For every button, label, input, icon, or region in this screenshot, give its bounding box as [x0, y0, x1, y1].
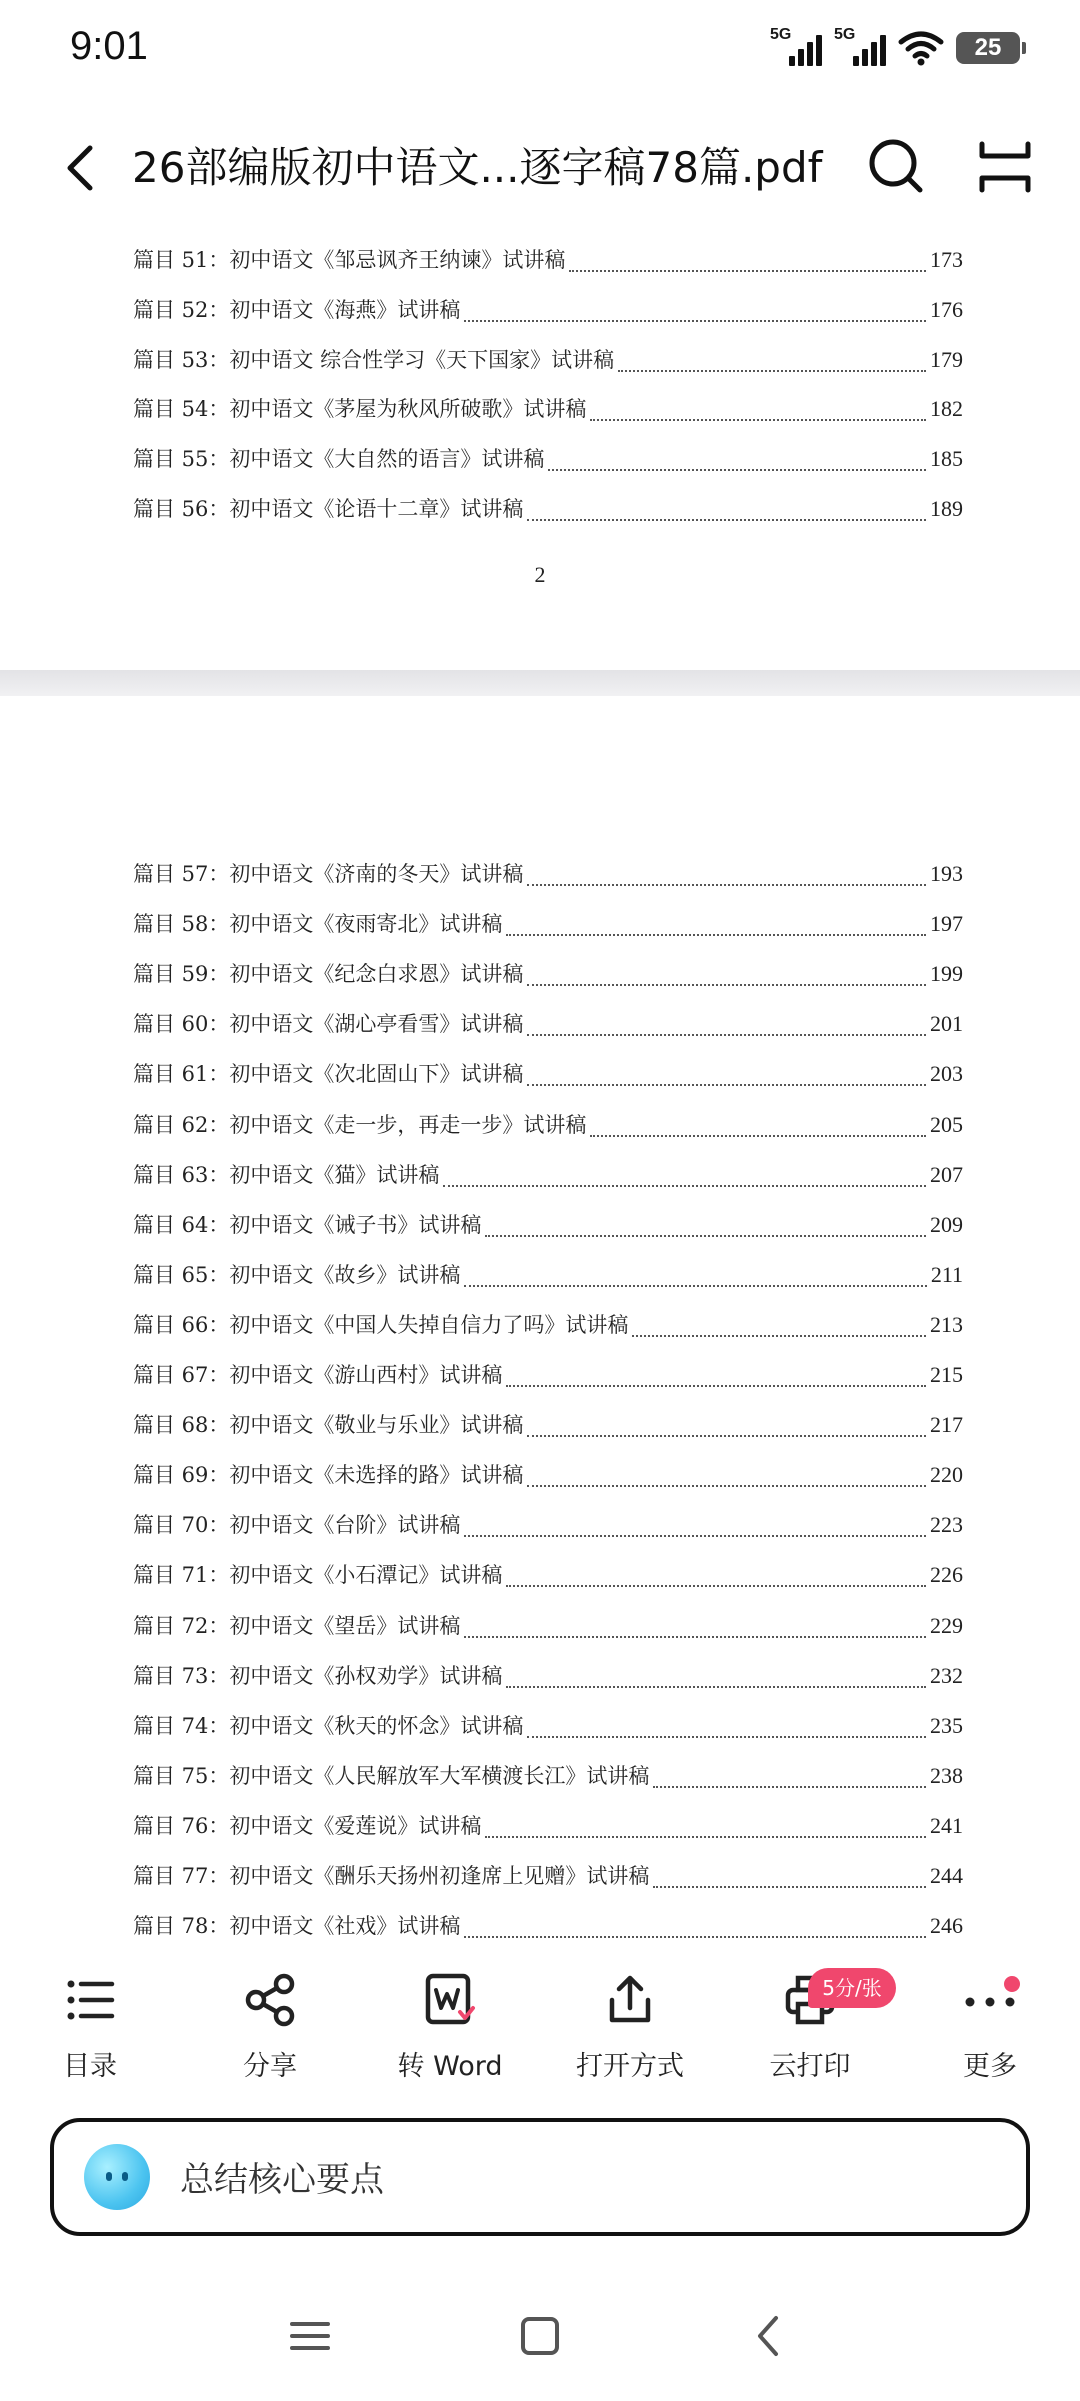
- menu-icon: [280, 2306, 340, 2366]
- toc-entry-page: 238: [930, 1762, 963, 1788]
- ai-summary-prompt[interactable]: [50, 2118, 1030, 2236]
- toc-entry-title: 篇目 58：初中语文《夜雨寄北》试讲稿: [133, 912, 503, 937]
- back-icon: [740, 2306, 800, 2366]
- toc-entry-page: 197: [930, 911, 963, 937]
- toc-entry[interactable]: [133, 1910, 963, 1950]
- toolbar-label: 打开方式: [576, 2051, 684, 2082]
- toc-leader-dots: [653, 1886, 926, 1888]
- toc-entry-title: 篇目 52：初中语文《海燕》试讲稿: [133, 297, 461, 322]
- toc-leader-dots: [569, 270, 926, 272]
- ai-prompt-text: 总结核心要点: [180, 2160, 384, 2200]
- list-icon: [62, 1972, 118, 2028]
- toc-entry-page: 223: [930, 1512, 963, 1538]
- toc-entry-title: 篇目 62：初中语文《走一步，再走一步》试讲稿: [133, 1112, 587, 1137]
- toc-entry-title: 篇目 63：初中语文《猫》试讲稿: [133, 1162, 440, 1187]
- toc-entry[interactable]: [133, 1860, 963, 1900]
- convert-word-button[interactable]: [380, 1972, 520, 2082]
- toc-entry[interactable]: [133, 1760, 963, 1800]
- pdf-page: [0, 230, 1080, 670]
- toc-entry-title: 篇目 74：初中语文《秋天的怀念》试讲稿: [133, 1713, 524, 1738]
- notification-dot: [1004, 1976, 1020, 1992]
- toolbar-label: 转 Word: [397, 2051, 503, 2082]
- toc-entry[interactable]: [133, 1559, 963, 1599]
- share-button[interactable]: [200, 1972, 340, 2082]
- toc-leader-dots: [632, 1335, 926, 1337]
- toc-leader-dots: [527, 1736, 926, 1738]
- status-icons: [770, 26, 1020, 70]
- toc-leader-dots: [443, 1185, 926, 1187]
- toc-entry-title: 篇目 65：初中语文《故乡》试讲稿: [133, 1262, 461, 1287]
- toc-entry-page: 185: [930, 446, 963, 472]
- toc-entry[interactable]: [133, 858, 963, 898]
- toc-leader-dots: [464, 1535, 926, 1537]
- toc-entry-title: 篇目 51：初中语文《邹忌讽齐王纳谏》试讲稿: [133, 248, 566, 272]
- toc-entry[interactable]: [133, 1058, 963, 1098]
- toolbar-label: 云打印: [769, 2051, 851, 2082]
- wifi-icon: [898, 30, 944, 66]
- signal-5g-icon: [834, 28, 886, 68]
- nav-back-button[interactable]: [740, 2306, 800, 2366]
- toc-entry[interactable]: [133, 908, 963, 948]
- word-convert-icon: [422, 1972, 478, 2028]
- toc-entry-title: 篇目 57：初中语文《济南的冬天》试讲稿: [133, 862, 524, 886]
- toc-entry-page: 211: [930, 1261, 963, 1287]
- toc-entry-page: 189: [930, 496, 963, 521]
- toc-entry[interactable]: [133, 1409, 963, 1449]
- toc-entry-page: 176: [930, 296, 963, 322]
- toolbar-label: 目录: [63, 2051, 117, 2082]
- toc-entry-title: 篇目 55：初中语文《大自然的语言》试讲稿: [133, 447, 545, 472]
- toc-entry[interactable]: [133, 244, 963, 284]
- toc-leader-dots: [618, 370, 926, 372]
- toc-entry[interactable]: [133, 393, 963, 433]
- toc-entry[interactable]: [133, 1810, 963, 1850]
- open-with-icon: [602, 1972, 658, 2028]
- toc-leader-dots: [464, 320, 926, 322]
- toc-entry-page: 213: [930, 1311, 963, 1337]
- system-nav-bar: [0, 2270, 1080, 2401]
- toolbar-label: 更多: [963, 2051, 1017, 2082]
- toc-leader-dots: [527, 884, 926, 886]
- toc-entry[interactable]: [133, 1660, 963, 1700]
- back-arrow-icon: [52, 138, 112, 198]
- document-title: 26部编版初中语文...逐字稿78篇.pdf: [132, 143, 823, 192]
- toc-entry[interactable]: [133, 1459, 963, 1499]
- toc-entry-page: 205: [930, 1111, 963, 1137]
- toc-entry[interactable]: [133, 1610, 963, 1650]
- recent-apps-button[interactable]: [280, 2306, 340, 2366]
- toc-entry-page: 215: [930, 1362, 963, 1387]
- toc-entry-page: 235: [930, 1712, 963, 1738]
- toc-entry[interactable]: [133, 958, 963, 998]
- toc-entry-title: 篇目 54：初中语文《茅屋为秋风所破歌》试讲稿: [133, 397, 587, 422]
- toc-entry-title: 篇目 70：初中语文《台阶》试讲稿: [133, 1513, 461, 1538]
- document-viewer[interactable]: [0, 230, 1080, 1950]
- toc-leader-dots: [590, 419, 926, 421]
- toc-leader-dots: [464, 1936, 926, 1938]
- toc-entry-page: 173: [930, 247, 963, 272]
- toc-leader-dots: [527, 984, 926, 986]
- toc-entry[interactable]: [133, 1109, 963, 1149]
- page-separator: [0, 670, 1080, 696]
- toolbar-label: 分享: [243, 2051, 297, 2082]
- share-icon: [242, 1972, 298, 2028]
- page-number: 2: [534, 562, 546, 587]
- signal-type-label: 5G: [834, 26, 856, 43]
- toc-leader-dots: [527, 519, 926, 521]
- toc-button[interactable]: [20, 1972, 160, 2082]
- toc-entry-page: 217: [930, 1412, 963, 1438]
- toc-entry[interactable]: [133, 1509, 963, 1549]
- toc-entry-title: 篇目 72：初中语文《望岳》试讲稿: [133, 1613, 461, 1638]
- toc-leader-dots: [506, 934, 926, 936]
- toc-entry[interactable]: [133, 1309, 963, 1349]
- toc-leader-dots: [527, 1485, 926, 1487]
- ai-assistant-avatar: [84, 2144, 150, 2210]
- toc-leader-dots: [527, 1084, 926, 1086]
- title-bar: [0, 110, 1080, 230]
- toc-leader-dots: [527, 1034, 926, 1036]
- toc-entry-title: 篇目 68：初中语文《敬业与乐业》试讲稿: [133, 1413, 524, 1438]
- toc-entry-title: 篇目 73：初中语文《孙权劝学》试讲稿: [133, 1663, 503, 1688]
- toc-entry-title: 篇目 66：初中语文《中国人失掉自信力了吗》试讲稿: [133, 1312, 629, 1337]
- toc-leader-dots: [464, 1285, 926, 1287]
- toc-entry-page: 182: [930, 396, 963, 422]
- toc-entry-title: 篇目 76：初中语文《爱莲说》试讲稿: [133, 1813, 482, 1838]
- signal-type-label: 5G: [770, 26, 792, 43]
- toc-leader-dots: [590, 1135, 926, 1137]
- toc-entry-page: 220: [930, 1462, 963, 1488]
- toc-entry[interactable]: [133, 1710, 963, 1750]
- toc-entry-title: 篇目 61：初中语文《次北固山下》试讲稿: [133, 1062, 524, 1087]
- pdf-page: [0, 696, 1080, 1950]
- print-price-badge: 5分/张: [808, 1968, 896, 2008]
- toc-leader-dots: [506, 1686, 926, 1688]
- toc-entry-page: 199: [930, 961, 963, 987]
- layout-icon: [970, 132, 1040, 202]
- toc-entry-page: 241: [930, 1812, 963, 1838]
- status-time: 9:01: [70, 24, 148, 68]
- toc-entry-page: 232: [930, 1662, 963, 1688]
- toc-entry[interactable]: [133, 1359, 963, 1399]
- toc-entry-title: 篇目 69：初中语文《未选择的路》试讲稿: [133, 1463, 524, 1488]
- toc-leader-dots: [485, 1836, 926, 1838]
- toc-entry-title: 篇目 59：初中语文《纪念白求恩》试讲稿: [133, 962, 524, 987]
- toc-entry-title: 篇目 71：初中语文《小石潭记》试讲稿: [133, 1563, 503, 1588]
- toc-entry-page: 246: [930, 1913, 963, 1939]
- toc-entry-page: 193: [930, 861, 963, 886]
- toc-entry[interactable]: [133, 1209, 963, 1249]
- toc-entry[interactable]: [133, 1008, 963, 1048]
- toc-entry-page: 229: [930, 1612, 963, 1638]
- toc-entry-title: 篇目 75：初中语文《人民解放军大军横渡长江》试讲稿: [133, 1763, 650, 1788]
- toc-leader-dots: [653, 1786, 926, 1788]
- toc-entry[interactable]: [133, 1159, 963, 1199]
- back-button[interactable]: [52, 138, 112, 198]
- toc-entry[interactable]: [133, 493, 963, 533]
- toc-leader-dots: [506, 1585, 926, 1587]
- toc-entry-title: 篇目 78：初中语文《社戏》试讲稿: [133, 1914, 461, 1939]
- status-bar: [0, 0, 1080, 100]
- search-button[interactable]: [862, 132, 932, 202]
- open-with-button[interactable]: [560, 1972, 700, 2082]
- toc-entry-title: 篇目 67：初中语文《游山西村》试讲稿: [133, 1363, 503, 1387]
- toc-leader-dots: [506, 1385, 926, 1387]
- toc-entry-page: 207: [930, 1161, 963, 1187]
- more-button[interactable]: [920, 1972, 1060, 2082]
- toc-entry-title: 篇目 56：初中语文《论语十二章》试讲稿: [133, 497, 524, 521]
- toc-leader-dots: [485, 1235, 926, 1237]
- battery-icon: 25: [956, 32, 1020, 64]
- toc-entry[interactable]: [133, 344, 963, 384]
- toc-entry-page: 209: [930, 1211, 963, 1237]
- home-icon: [510, 2306, 570, 2366]
- toc-entry-title: 篇目 77：初中语文《酬乐天扬州初逢席上见赠》试讲稿: [133, 1864, 650, 1888]
- toc-entry-title: 篇目 60：初中语文《湖心亭看雪》试讲稿: [133, 1012, 524, 1037]
- toc-leader-dots: [527, 1435, 926, 1437]
- toc-leader-dots: [548, 469, 926, 471]
- toc-entry-page: 244: [930, 1863, 963, 1888]
- home-button[interactable]: [510, 2306, 570, 2366]
- toc-entry-title: 篇目 64：初中语文《诫子书》试讲稿: [133, 1212, 482, 1237]
- toc-entry-page: 201: [930, 1011, 963, 1037]
- toc-entry[interactable]: [133, 443, 963, 483]
- layout-mode-button[interactable]: [970, 132, 1040, 202]
- toc-entry[interactable]: [133, 1259, 963, 1299]
- search-icon: [862, 132, 932, 202]
- toc-entry-page: 226: [930, 1562, 963, 1588]
- toc-entry[interactable]: [133, 294, 963, 334]
- signal-5g-icon: [770, 28, 822, 68]
- bottom-toolbar: [0, 1950, 1080, 2090]
- toc-entry-title: 篇目 53：初中语文 综合性学习《天下国家》试讲稿: [133, 347, 615, 372]
- toc-leader-dots: [464, 1636, 926, 1638]
- toc-entry-page: 203: [930, 1061, 963, 1087]
- toc-entry-page: 179: [930, 346, 963, 372]
